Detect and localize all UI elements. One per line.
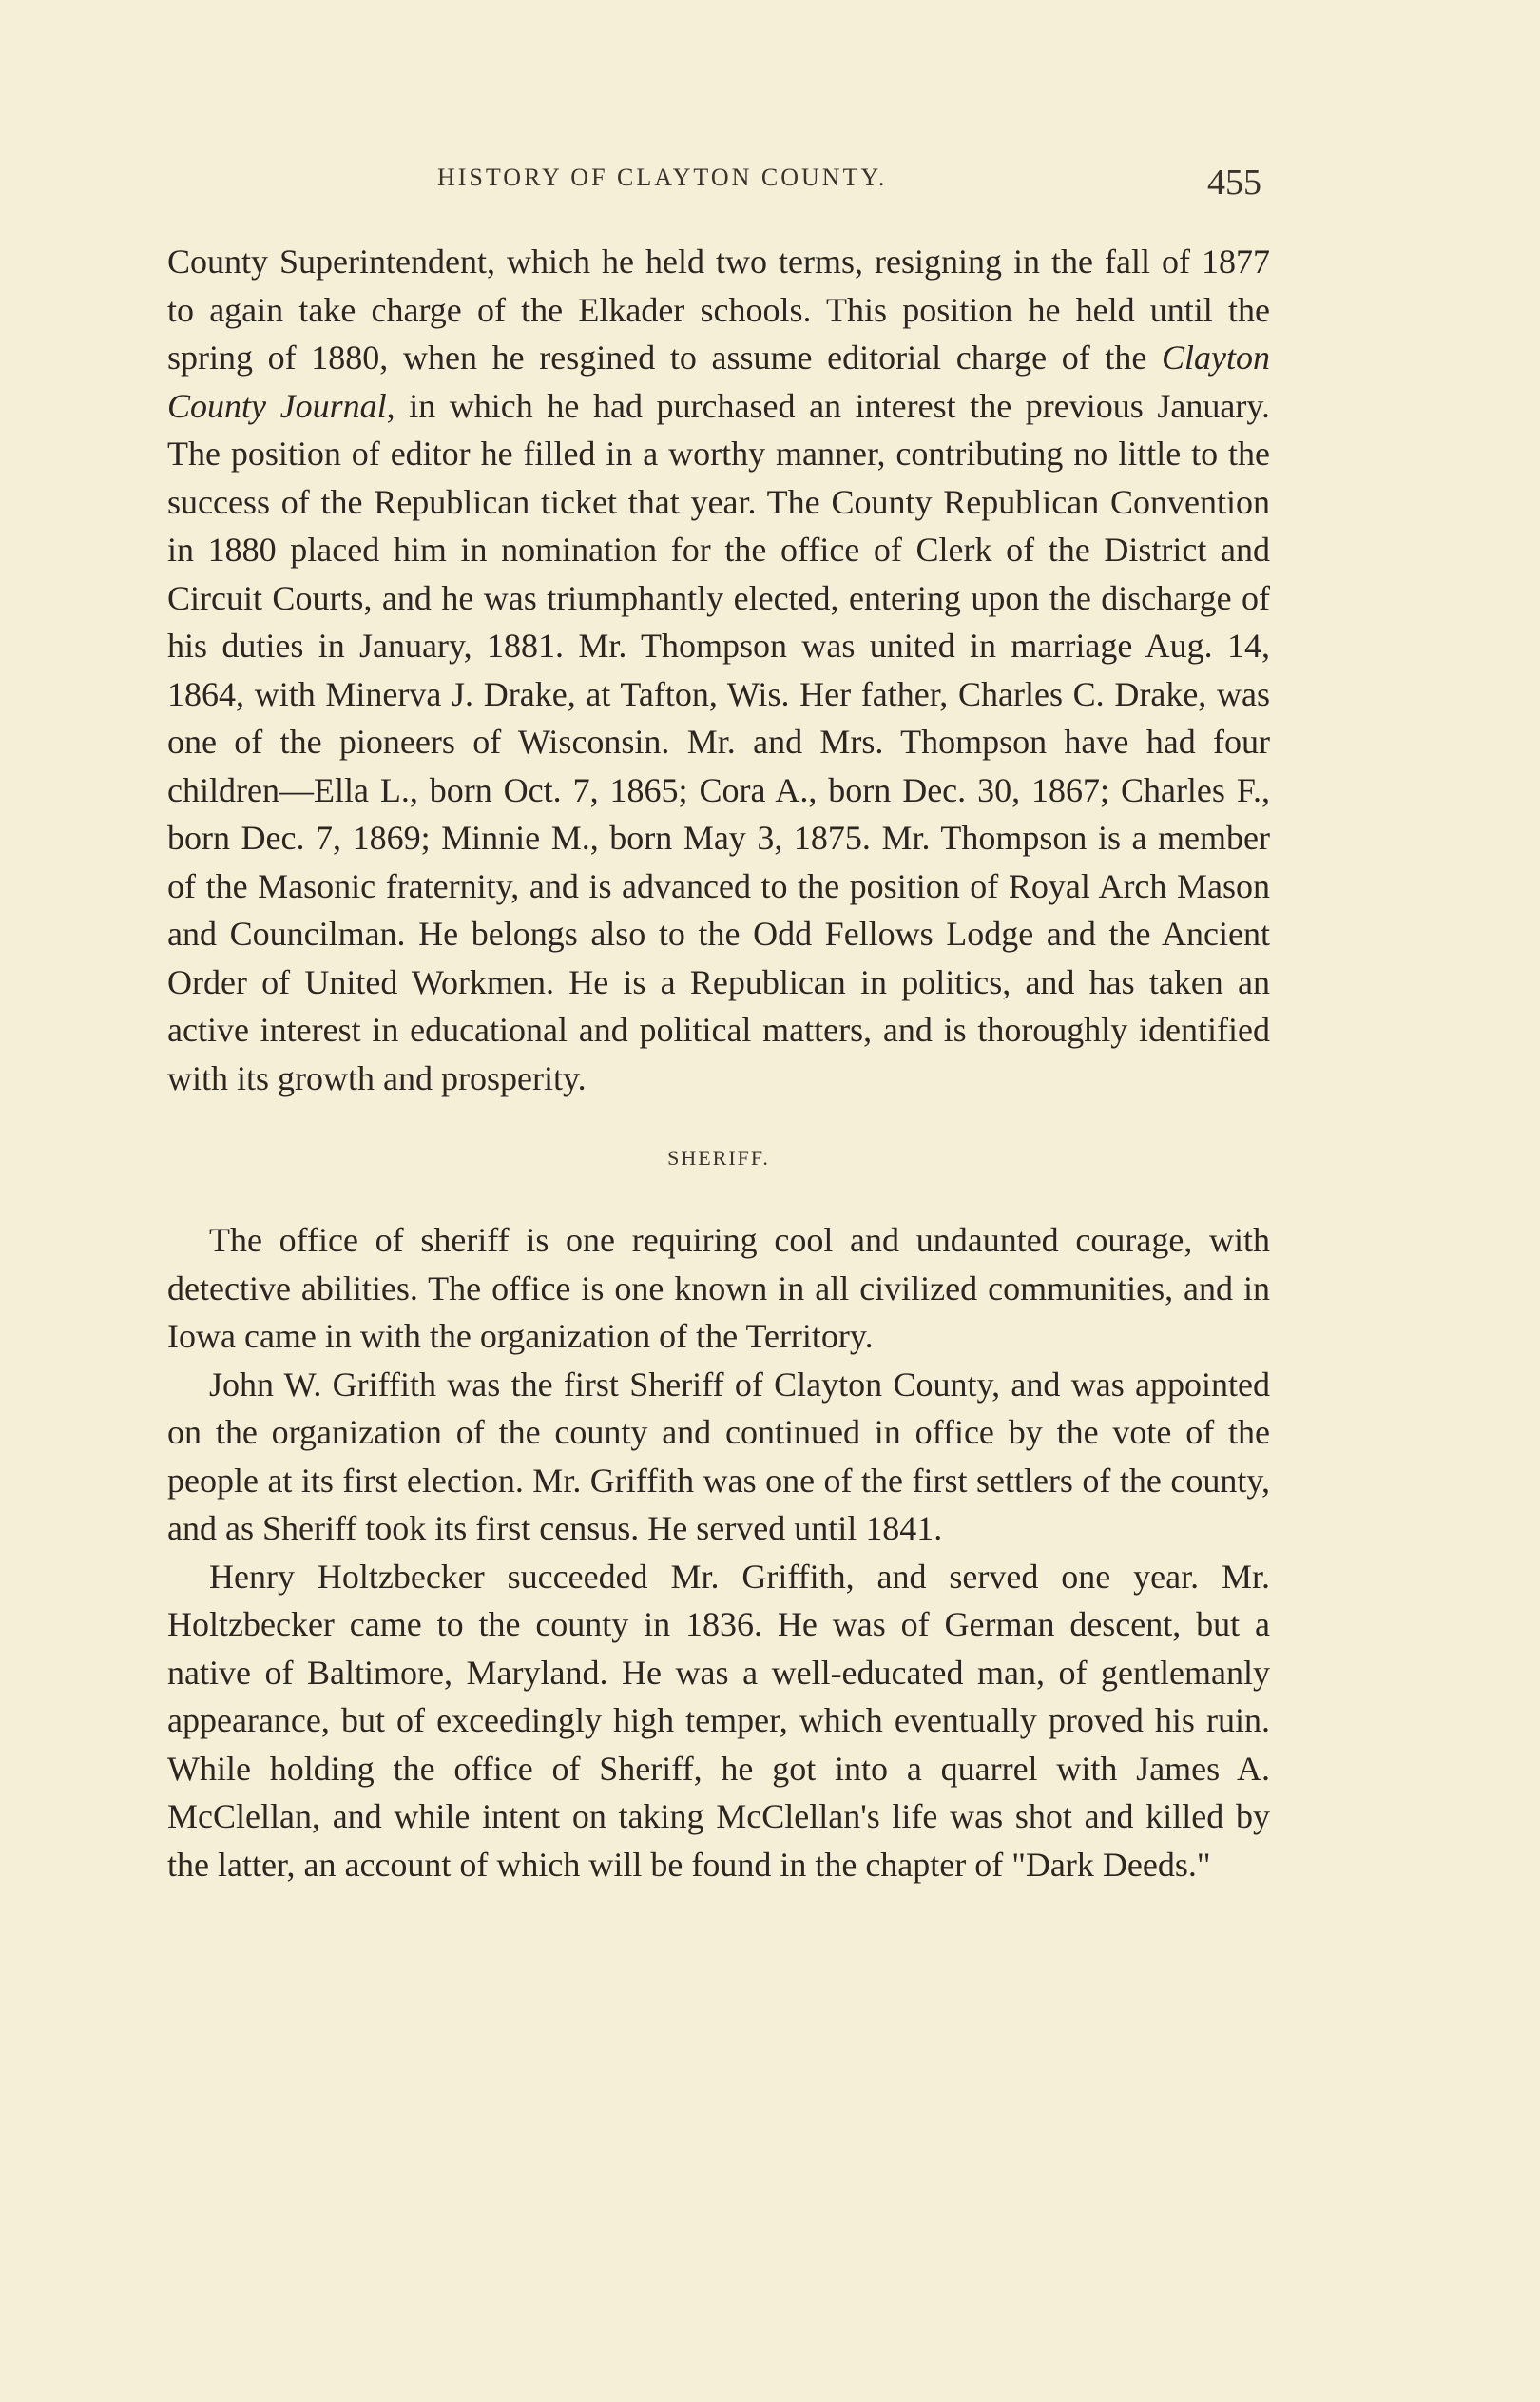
body-text xyxy=(167,238,1270,1889)
section-heading-sheriff: SHERIFF. xyxy=(667,1146,770,1170)
paragraph-griffith: John W. Griffith was the first Sheriff of Clayton County, and was appointed on the organization of the county and continued in office by the vote of the people at its first election. Mr. Griffith was one of the first settlers of the county, and as Sheriff took its first census. He served until 1841. xyxy=(167,1365,1270,1547)
paragraph-holtzbecker: Henry Holtzbecker succeeded Mr. Griffith, and served one year. Mr. Holtzbecker came to the county in 1836. He was of German descent, but a native of Baltimore, Maryland. He was a well-educated man, of gentlemanly appearance, but of exceedingly high temper, which eventually proved his ruin. While holding the office of Sheriff, he got into a quarrel with James A. McClellan, and while intent on taking McClellan's life was shot and killed by the latter, an account of which will be found in the chapter of "Dark Deeds." xyxy=(167,1557,1270,1884)
running-title: HISTORY OF CLAYTON COUNTY. xyxy=(437,164,888,191)
page-number: 455 xyxy=(1207,163,1261,203)
journal-title: Clayton County Journal xyxy=(167,339,1270,425)
paragraph-text: County Superintendent, which he held two terms, resigning in the fall of 1877 to again take charge of the Elkader schools. This position he held until the spring of 1880, when he resgined to assume editorial charge of the xyxy=(167,242,1270,377)
paragraph-sheriff-office: The office of sheriff is one requiring cool and undaunted courage, with detective abilities. The office is one known in all civilized communities, and in Iowa came in with the organization of the Territory. xyxy=(167,1221,1270,1355)
paragraph-text: , in which he had purchased an interest the previous January. The position of editor he filled in a worthy manner, contributing no little to the success of the Republican ticket that year. The County Republican Convention in 1880 placed him in nomination for the office of Clerk of the District and Circuit Courts, and he was triumphantly elected, entering upon the discharge of his duties in January, 1881. Mr. Thompson was united in marriage Aug. 14, 1864, with Minerva J. Drake, at Tafton, Wis. Her father, Charles C. Drake, was one of the pioneers of Wisconsin. Mr. and Mrs. Thompson have had four children—Ella L., born Oct. 7, 1865; Cora A., born Dec. 30, 1867; Charles F., born Dec. 7, 1869; Minnie M., born May 3, 1875. Mr. Thompson is a member of the Masonic fraternity, and is advanced to the position of Royal Arch Mason and Councilman. He belongs also to the Odd Fellows Lodge and the Ancient Order of United Workmen. He is a Republican in politics, and has taken an active interest in educational and political matters, and is thoroughly identified with its growth and prosperity. xyxy=(167,386,1271,1097)
paragraph-thompson-biography xyxy=(167,238,1270,1102)
